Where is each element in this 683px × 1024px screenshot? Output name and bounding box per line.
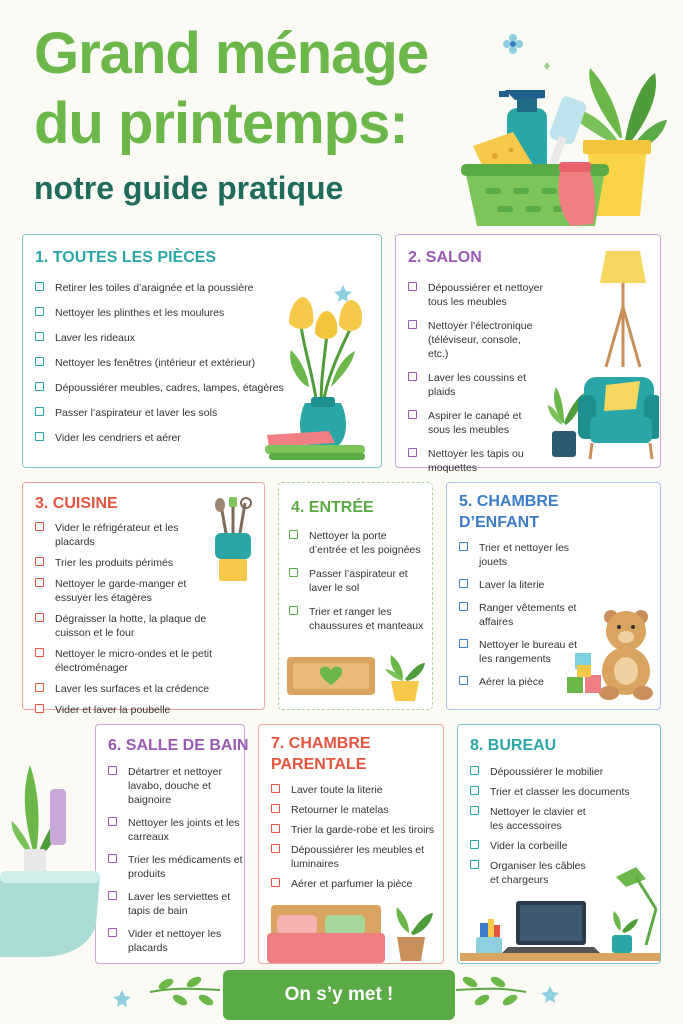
checklist [289, 529, 427, 633]
kitchen-utensils-icon [209, 497, 257, 583]
checkbox[interactable] [271, 878, 280, 887]
checkbox[interactable] [289, 568, 298, 577]
checkbox[interactable] [271, 824, 280, 833]
checklist [408, 281, 543, 475]
list-item[interactable]: Laver les surfaces et la crédence [35, 682, 215, 696]
list-item[interactable]: Vider et nettoyer les placards [108, 927, 244, 955]
checkbox[interactable] [271, 844, 280, 853]
title-line-1: Grand ménage [34, 21, 429, 86]
title-line-2: du printemps: [34, 91, 408, 156]
checkbox[interactable] [35, 407, 44, 416]
list-item[interactable]: Laver toute la literie [271, 783, 441, 797]
checklist [35, 281, 285, 445]
list-item[interactable]: Passer l’aspirateur et laver les sols [35, 406, 285, 420]
checkbox[interactable] [470, 806, 479, 815]
tulips-vase-icon [263, 275, 373, 460]
checkbox[interactable] [35, 332, 44, 341]
list-item[interactable]: Dépoussiérer et nettoyer tous les meubles [408, 281, 543, 309]
checkbox[interactable] [35, 578, 44, 587]
checkbox[interactable] [408, 320, 417, 329]
lets-go-button[interactable]: On s’y met ! [223, 970, 455, 1020]
list-item[interactable]: Nettoyer les plinthes et les moulures [35, 306, 285, 320]
section-living-room [395, 234, 661, 474]
list-item[interactable]: Trier les produits périmés [35, 556, 215, 570]
section-entrance [278, 482, 433, 710]
page-title [34, 21, 429, 156]
checkbox[interactable] [459, 676, 468, 685]
section-title: 6. SALLE DE BAIN [108, 737, 249, 754]
armchair-lamp-icon [544, 247, 659, 465]
checkbox[interactable] [35, 683, 44, 692]
list-item[interactable]: Aérer et parfumer la pièce [271, 877, 441, 891]
checkbox[interactable] [271, 804, 280, 813]
list-item[interactable]: Nettoyer les tapis ou moquettes [408, 447, 543, 475]
checkbox[interactable] [35, 382, 44, 391]
section-all-rooms [22, 234, 382, 468]
list-item[interactable]: Détartrer et nettoyer lavabo, douche et baignoire [108, 765, 244, 807]
section-title: 4. ENTRÉE [291, 499, 374, 516]
list-item[interactable]: Vider le réfrigérateur et les placards [35, 521, 215, 549]
section-master-bedroom [258, 724, 444, 964]
cleaning-basket-illustration [455, 28, 670, 233]
list-item[interactable]: Trier et ranger les chaussures et manteaux [289, 605, 427, 633]
checkbox[interactable] [35, 613, 44, 622]
checkbox[interactable] [459, 639, 468, 648]
checkbox[interactable] [108, 891, 117, 900]
list-item[interactable]: Dépoussiérer les meubles et luminaires [271, 843, 441, 871]
list-item[interactable]: Nettoyer les fenêtres (intérieur et extérieur) [35, 356, 285, 370]
list-item[interactable]: Nettoyer les joints et les carreaux [108, 816, 244, 844]
list-item[interactable]: Dégraisser la hotte, la plaque de cuisson et le four [35, 612, 215, 640]
flower-icon [503, 34, 523, 54]
checkbox[interactable] [459, 579, 468, 588]
list-item[interactable]: Dépoussiérer meubles, cadres, lampes, étagères [35, 381, 285, 395]
list-item[interactable]: Laver les serviettes et tapis de bain [108, 890, 244, 918]
right-leaf-garland-icon [456, 966, 566, 1022]
list-item[interactable]: Organiser les câbles et chargeurs [470, 859, 650, 887]
list-item[interactable]: Trier et nettoyer les jouets [459, 541, 584, 569]
list-item[interactable]: Retirer les toiles d’araignée et la poussière [35, 281, 285, 295]
list-item[interactable]: Vider les cendriers et aérer [35, 431, 285, 445]
list-item[interactable]: Ranger vêtements et affaires [459, 601, 584, 629]
page-subtitle: notre guide pratique [34, 170, 344, 206]
list-item[interactable]: Retourner le matelas [271, 803, 441, 817]
checkbox[interactable] [35, 704, 44, 713]
section-title: 8. BUREAU [470, 737, 557, 754]
checkbox[interactable] [408, 410, 417, 419]
list-item[interactable]: Nettoyer le micro-ondes et le petit électroménager [35, 647, 215, 675]
checkbox[interactable] [408, 372, 417, 381]
checklist [108, 765, 244, 955]
section-title: 1. TOUTES LES PIÈCES [35, 249, 217, 266]
section-bathroom [95, 724, 249, 964]
teddy-bear-icon [565, 607, 657, 702]
checklist [35, 521, 215, 717]
list-item[interactable]: Nettoyer l’électronique (téléviseur, console, etc.) [408, 319, 543, 361]
list-item[interactable]: Vider et laver la poubelle [35, 703, 215, 717]
list-item[interactable]: Trier la garde-robe et les tiroirs [271, 823, 441, 837]
section-title: 3. CUISINE [35, 495, 118, 512]
checkbox[interactable] [35, 357, 44, 366]
list-item[interactable]: Nettoyer le garde-manger et essuyer les étagères [35, 577, 215, 605]
list-item[interactable]: Passer l’aspirateur et laver le sol [289, 567, 427, 595]
checkbox[interactable] [108, 766, 117, 775]
checkbox[interactable] [470, 786, 479, 795]
checkbox[interactable] [108, 817, 117, 826]
bathtub-plant-icon [0, 745, 100, 965]
list-item[interactable]: Laver la literie [459, 578, 584, 592]
checklist [271, 783, 441, 891]
checkbox[interactable] [35, 307, 44, 316]
checkbox[interactable] [459, 542, 468, 551]
section-title: 5. CHAMBRE D’ENFANT [459, 493, 559, 531]
list-item[interactable]: Vider la corbeille [470, 839, 650, 853]
list-item[interactable]: Dépoussiérer le mobilier [470, 765, 650, 779]
list-item[interactable]: Trier les médicaments et produits [108, 853, 244, 881]
section-title: 2. SALON [408, 249, 482, 266]
section-kitchen [22, 482, 265, 716]
list-item[interactable]: Nettoyer la porte d’entrée et les poignées [289, 529, 427, 557]
checkbox[interactable] [108, 928, 117, 937]
checkbox[interactable] [289, 606, 298, 615]
section-kids-room [446, 482, 661, 710]
checkbox[interactable] [35, 648, 44, 657]
list-item[interactable]: Nettoyer le bureau et les rangements [459, 638, 584, 666]
list-item[interactable]: Laver les coussins et plaids [408, 371, 543, 399]
list-item[interactable]: Nettoyer le clavier et les accessoires [470, 805, 650, 833]
desk-laptop-icon [460, 843, 660, 961]
section-office [457, 724, 661, 964]
checkbox[interactable] [459, 602, 468, 611]
checkbox[interactable] [35, 557, 44, 566]
doormat-plant-icon [285, 643, 430, 703]
list-item[interactable]: Laver les rideaux [35, 331, 285, 345]
left-leaf-garland-icon [110, 966, 220, 1022]
checkbox[interactable] [35, 432, 44, 441]
list-item[interactable]: Aspirer le canapé et sous les meubles [408, 409, 543, 437]
checkbox[interactable] [408, 282, 417, 291]
checkbox[interactable] [408, 448, 417, 457]
checkbox[interactable] [271, 784, 280, 793]
section-title: 7. CHAMBRE PARENTALE [271, 735, 371, 773]
bed-plant-icon [267, 897, 442, 963]
checkbox[interactable] [289, 530, 298, 539]
checkbox[interactable] [35, 522, 44, 531]
list-item[interactable]: Trier et classer les documents [470, 785, 650, 799]
checkbox[interactable] [470, 766, 479, 775]
list-item[interactable]: Aérer la pièce [459, 675, 584, 689]
checkbox[interactable] [35, 282, 44, 291]
checkbox[interactable] [108, 854, 117, 863]
